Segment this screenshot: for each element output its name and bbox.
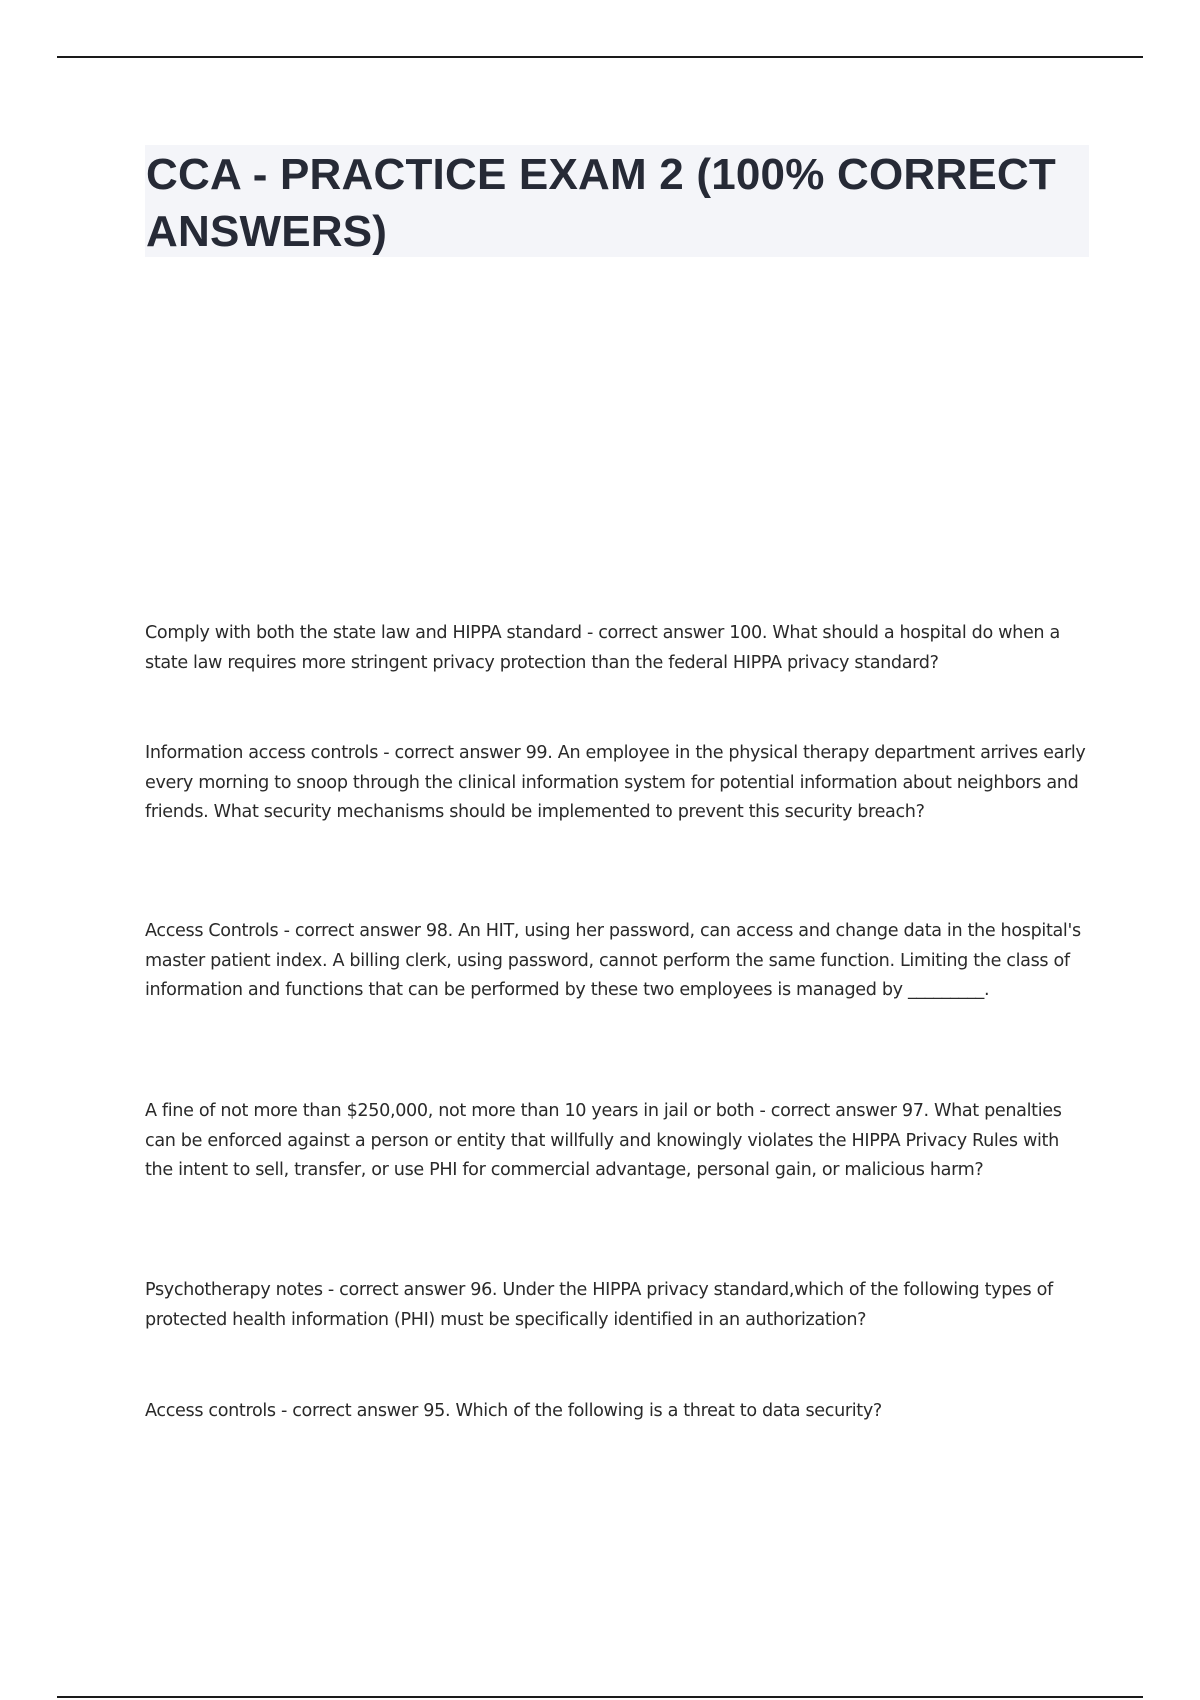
qa-entry: A fine of not more than $250,000, not more than 10 years in jail or both - correct answer 97. What penalties can be enforced against a person or entity that willfully and knowingly violates the HIPPA Privacy Rules with the intent to sell, transfer, or use PHI for commercial advantage, personal gain, or malicious harm? xyxy=(145,1101,1062,1180)
qa-entry: Access Controls - correct answer 98. An HIT, using her password, can access and change data in the hospital's master patient index. A billing clerk, using password, cannot perform the same function. Limiting the class of information and functions that can be performed by these two employees is managed by _________. xyxy=(145,921,1081,1000)
header-rule xyxy=(57,56,1143,58)
document-title: CCA - PRACTICE EXAM 2 (100% CORRECT ANSWERS) xyxy=(146,150,1056,256)
footer-rule xyxy=(57,1696,1143,1698)
qa-entry: Psychotherapy notes - correct answer 96. Under the HIPPA privacy standard,which of the following types of protected health information (PHI) must be specifically identified in an authorization? xyxy=(145,1280,1053,1330)
qa-entry: Comply with both the state law and HIPPA standard - correct answer 100. What should a hospital do when a state law requires more stringent privacy protection than the federal HIPPA privacy standard? xyxy=(145,623,1060,673)
qa-entry: Access controls - correct answer 95. Which of the following is a threat to data security? xyxy=(145,1401,882,1421)
qa-entry: Information access controls - correct answer 99. An employee in the physical therapy department arrives early every morning to snoop through the clinical information system for potential information about neighbors and friends. What security mechanisms should be implemented to prevent this security breach? xyxy=(145,743,1086,822)
